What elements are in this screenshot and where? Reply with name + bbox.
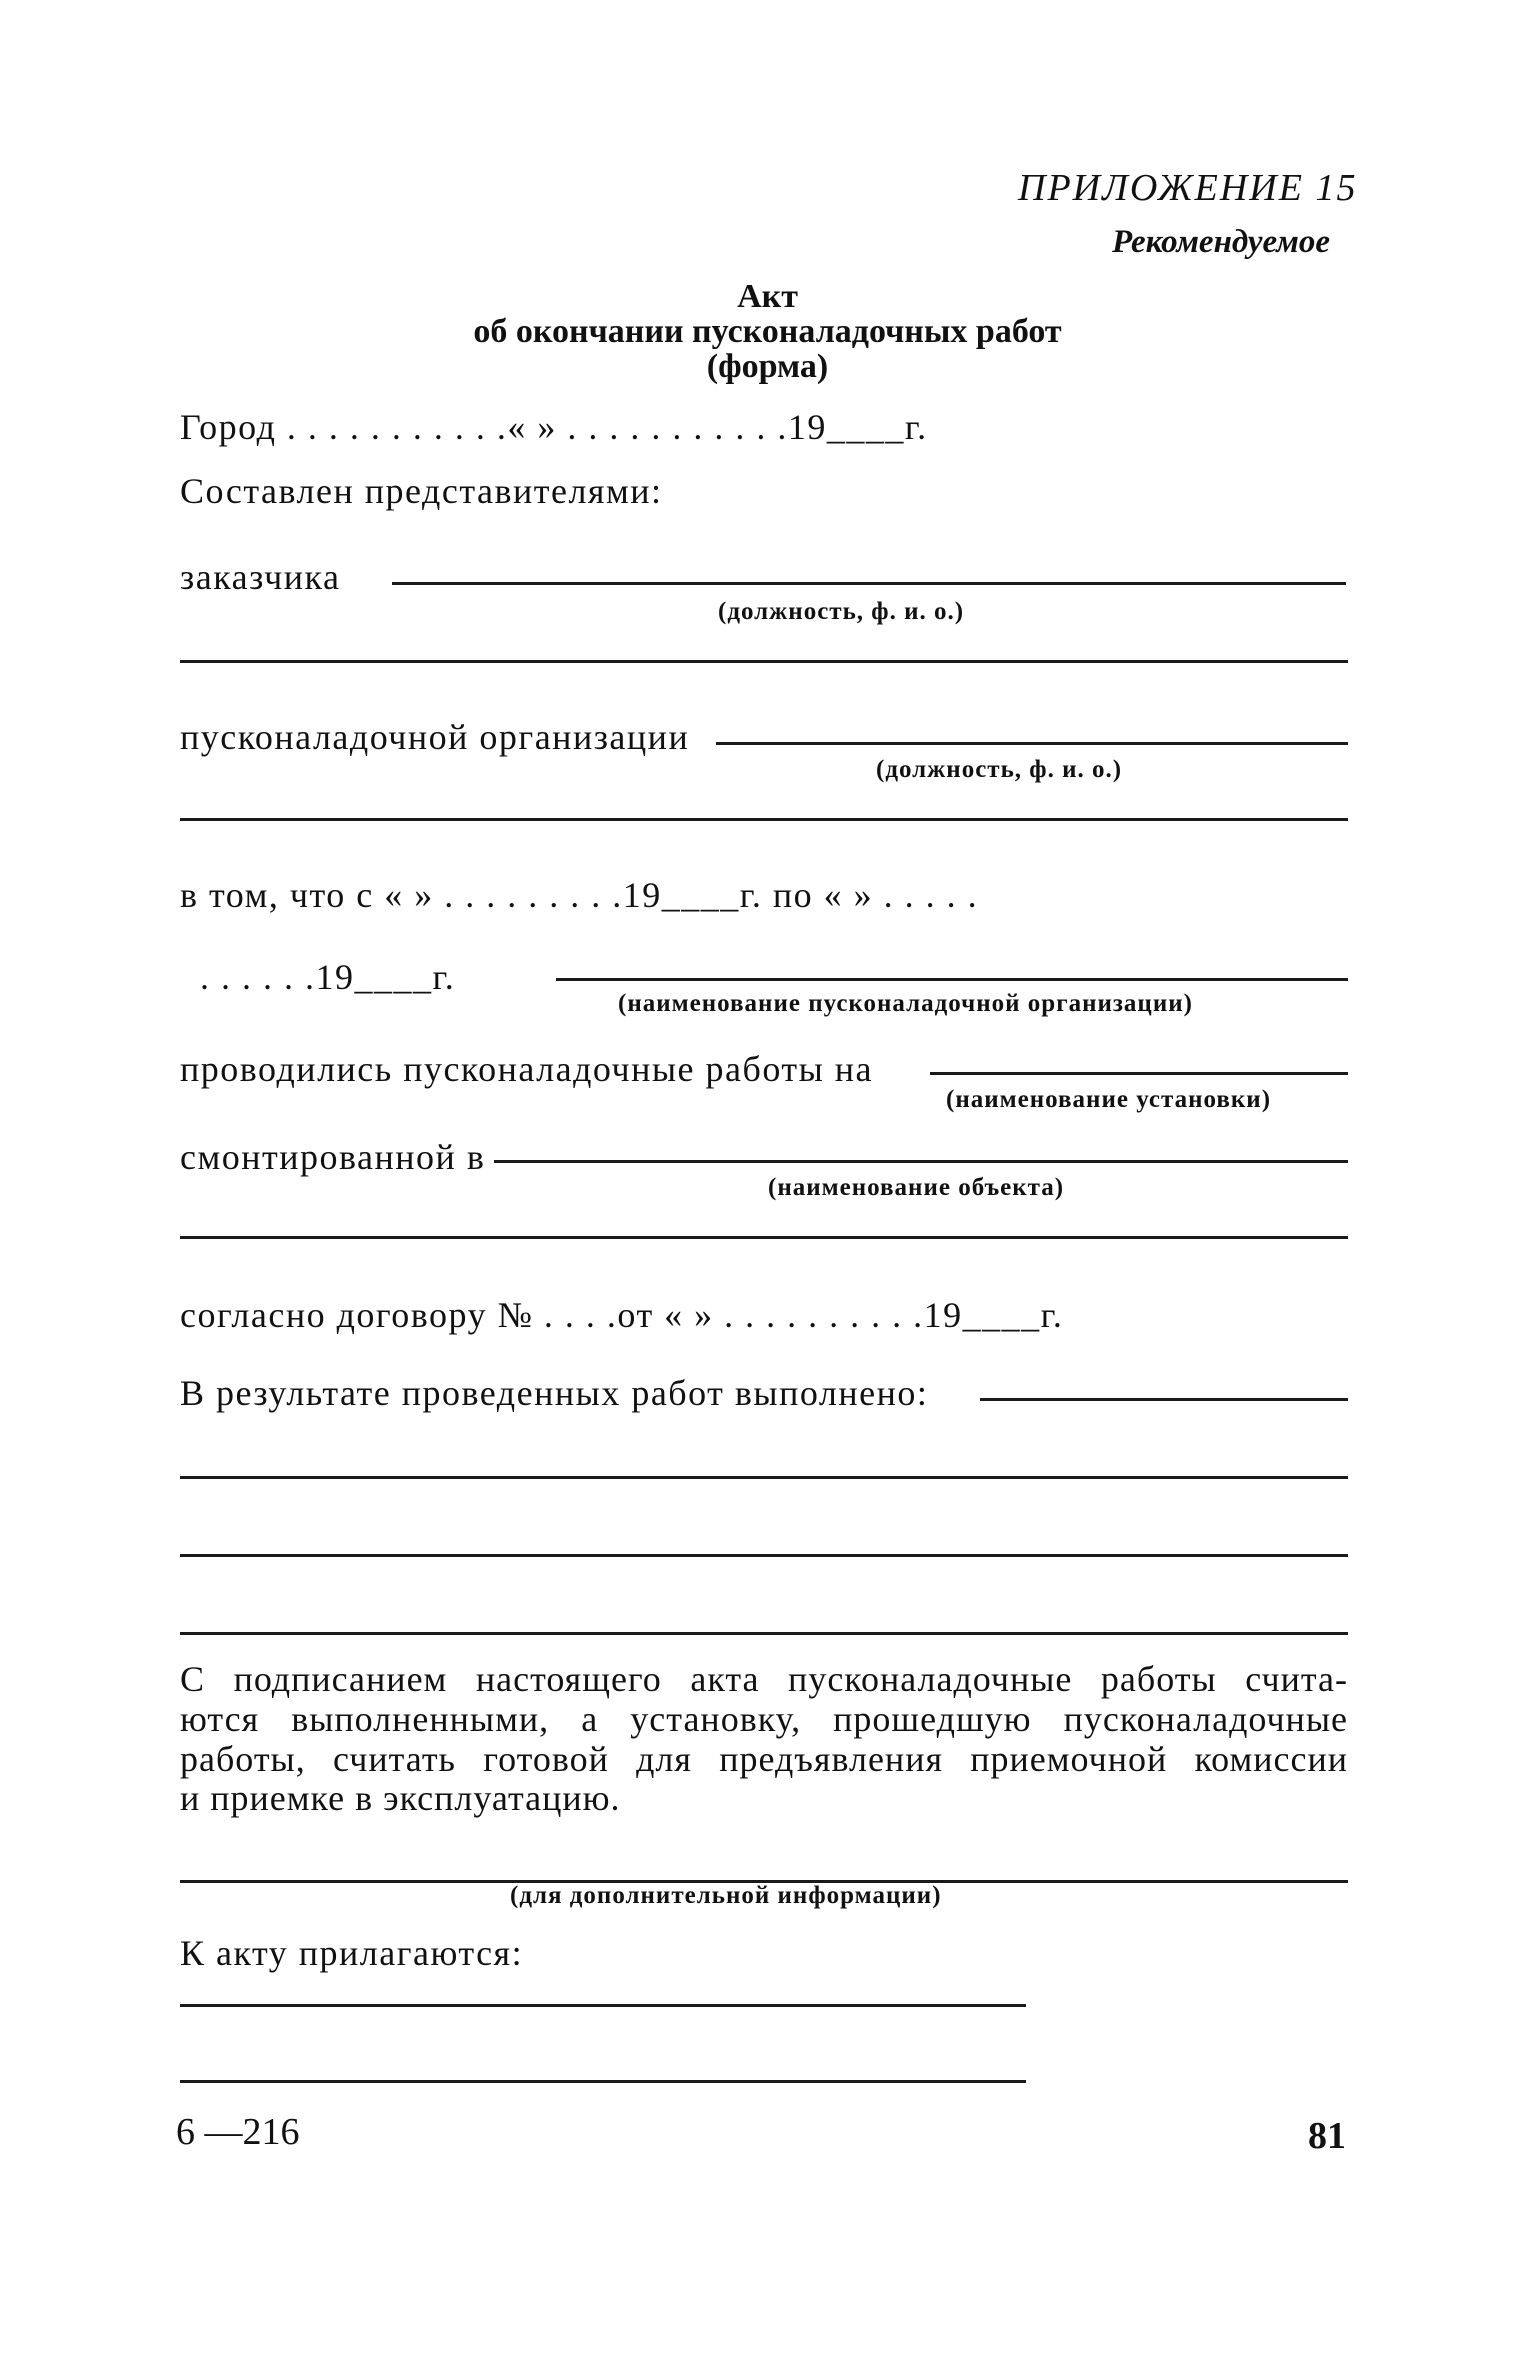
paragraph-line-2: ются выполненными, а установку, прошедшую пусконаладочные <box>180 1699 1348 1739</box>
customer-caption: (должность, ф. и. о.) <box>718 598 965 625</box>
customer-label: заказчика <box>180 557 341 597</box>
period-row-2: . . . . . .19____г. <box>200 957 456 997</box>
object-field-line-2[interactable] <box>180 1236 1348 1239</box>
object-caption: (наименование объекта) <box>768 1174 1065 1201</box>
result-field-line[interactable] <box>980 1398 1348 1401</box>
document-subtitle: об окончании пусконаладочных работ <box>473 313 1062 350</box>
recommended-label: Рекомендуемое <box>1112 224 1331 260</box>
object-field-line[interactable] <box>494 1160 1348 1163</box>
customer-field-line[interactable] <box>392 582 1346 585</box>
paragraph-line-3: работы, считать готовой для предъявления приемочной комиссии <box>180 1739 1348 1779</box>
attachment-line-2[interactable] <box>180 2080 1026 2083</box>
org-field-line-2[interactable] <box>180 818 1348 821</box>
page-number: 81 <box>1308 2115 1346 2157</box>
result-field-line-2[interactable] <box>180 1476 1348 1479</box>
customer-field-line-2[interactable] <box>180 660 1348 663</box>
mounted-label: смонтированной в <box>180 1137 486 1177</box>
org-name-caption: (наименование пусконаладочной организации) <box>618 990 1193 1017</box>
paragraph-line-4: и приемке в эксплуатацию. <box>180 1778 621 1818</box>
city-date-row: Город . . . . . . . . . . .« » . . . . . . . . . . .19____г. <box>180 407 928 447</box>
appendix-label: ПРИЛОЖЕНИЕ 15 <box>1018 167 1358 209</box>
result-label: В результате проведенных работ выполнено: <box>180 1373 929 1413</box>
composed-by-label: Составлен представителями: <box>180 471 663 511</box>
contract-row: согласно договору № . . . .от « » . . . . . . . . . .19____г. <box>180 1295 1064 1335</box>
works-label: проводились пусконаладочные работы на <box>180 1049 874 1089</box>
result-field-line-3[interactable] <box>180 1554 1348 1557</box>
extra-info-caption: (для дополнительной информации) <box>510 1882 942 1909</box>
document-title: Акт <box>737 278 798 315</box>
sheet-code: 6 —216 <box>176 2111 300 2153</box>
org-caption: (должность, ф. и. о.) <box>876 756 1123 783</box>
org-field-line[interactable] <box>716 742 1348 745</box>
paragraph-line-1: С подписанием настоящего акта пусконаладочные работы счита- <box>180 1659 1348 1699</box>
attachments-label: К акту прилагаются: <box>180 1933 524 1973</box>
org-label: пусконаладочной организации <box>180 717 690 757</box>
org-name-field-line[interactable] <box>556 978 1348 981</box>
installation-caption: (наименование установки) <box>946 1086 1272 1113</box>
period-row-1: в том, что с « » . . . . . . . . .19____г. по « » . . . . . <box>180 875 979 915</box>
attachment-line-1[interactable] <box>180 2004 1026 2007</box>
result-field-line-4[interactable] <box>180 1632 1348 1635</box>
document-form-note: (форма) <box>706 348 829 385</box>
installation-field-line[interactable] <box>930 1072 1348 1075</box>
